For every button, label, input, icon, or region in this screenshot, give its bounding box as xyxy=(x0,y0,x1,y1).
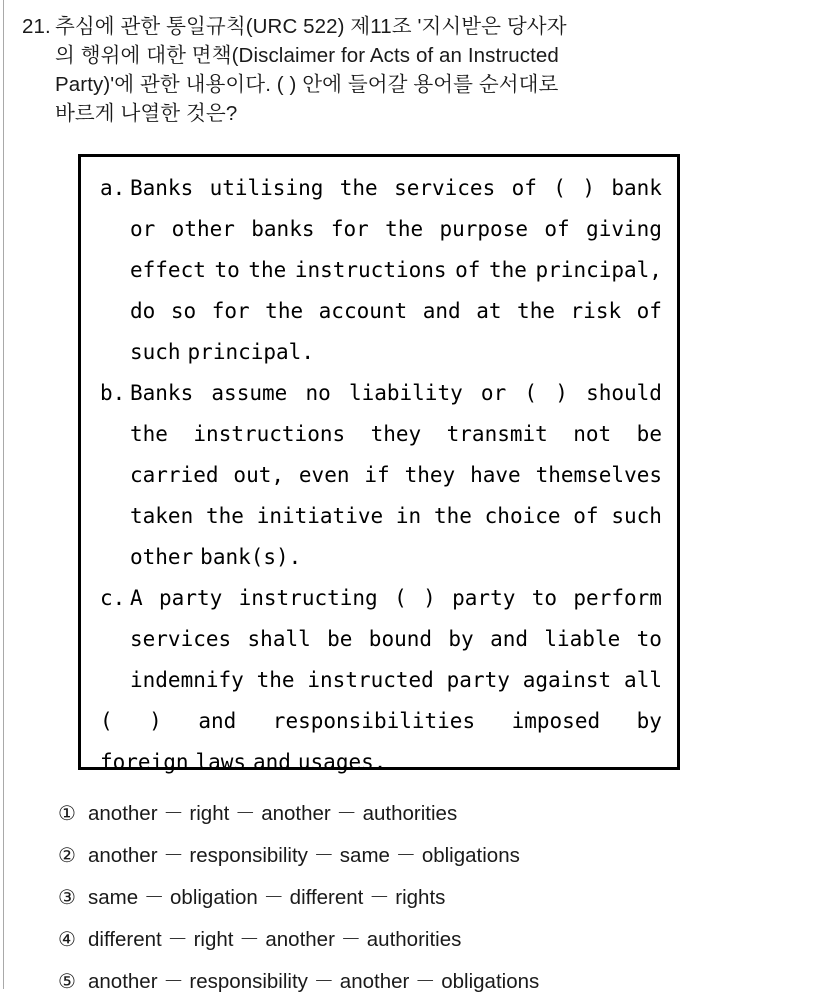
choice-marker-icon: ④ xyxy=(58,929,76,951)
choice-text: another － responsibility － same － obligations xyxy=(88,844,520,867)
word: responsibilities xyxy=(272,709,476,733)
word: of xyxy=(573,504,599,528)
word: the xyxy=(433,504,472,528)
passage-box xyxy=(78,154,680,774)
word: they xyxy=(404,463,456,487)
word: bound xyxy=(368,627,433,651)
word: initiative xyxy=(256,504,384,528)
word: at xyxy=(476,299,502,323)
word: the xyxy=(517,299,555,323)
word: to xyxy=(636,627,662,651)
passage-clause-b xyxy=(100,373,662,578)
clause-label: b. xyxy=(100,381,126,405)
word: and xyxy=(422,299,461,323)
blank-paren: ) xyxy=(423,586,436,610)
word: they xyxy=(370,422,422,446)
clause-line xyxy=(130,373,662,414)
clause-line xyxy=(130,455,662,496)
choice-text: different － right － another － authorities xyxy=(88,928,462,951)
word: party xyxy=(159,586,223,610)
question-stem xyxy=(22,12,782,128)
word: in xyxy=(395,504,422,528)
blank-paren: ) xyxy=(582,176,595,200)
word: services xyxy=(130,627,232,651)
answer-choice-4[interactable] xyxy=(58,919,798,961)
word: no xyxy=(305,381,331,405)
question-stem-line: Party)'에 관한 내용이다. ( ) 안에 들어갈 용어를 순서대로 xyxy=(55,73,559,96)
word: assume xyxy=(211,381,288,405)
word: such xyxy=(130,340,181,364)
word: of xyxy=(636,299,662,323)
answer-choice-5[interactable] xyxy=(58,961,798,1003)
clause-line xyxy=(130,496,662,537)
word: and xyxy=(253,750,291,774)
clause-line xyxy=(130,578,662,619)
word: transmit xyxy=(446,422,548,446)
word: the xyxy=(248,258,287,282)
choice-marker-icon: ⑤ xyxy=(58,971,76,993)
word: laws xyxy=(195,750,247,774)
word: not xyxy=(573,422,612,446)
word: instructions xyxy=(193,422,346,446)
clause-text xyxy=(130,373,662,578)
word: banks xyxy=(251,217,315,241)
clause-text xyxy=(130,168,662,373)
question-stem-line: 바르게 나열한 것은? xyxy=(55,102,238,125)
word: carried xyxy=(130,463,219,487)
word: do xyxy=(130,299,156,323)
clause-line xyxy=(130,168,662,209)
blank-paren: ( xyxy=(100,709,113,733)
word: the xyxy=(489,258,527,282)
word: party xyxy=(446,668,510,692)
word: be xyxy=(327,627,353,651)
word: liable xyxy=(544,627,621,651)
word: by xyxy=(448,627,474,651)
word: imposed xyxy=(511,709,601,733)
word: instructed xyxy=(307,668,434,692)
clause-line xyxy=(130,209,662,250)
question-stem-row xyxy=(22,12,782,128)
word: instructing xyxy=(238,586,378,610)
word: against xyxy=(522,668,612,692)
word: be xyxy=(636,422,662,446)
word: and xyxy=(198,709,237,733)
word: if xyxy=(364,463,390,487)
word: the xyxy=(205,504,244,528)
word: by xyxy=(636,709,662,733)
word: Banks xyxy=(130,381,194,405)
word: of xyxy=(455,258,481,282)
clause-line xyxy=(100,742,662,783)
choice-text: same － obligation － different － rights xyxy=(88,886,446,909)
word: usages. xyxy=(297,750,387,774)
word: the xyxy=(130,422,168,446)
blank-paren: ( xyxy=(524,381,538,405)
word: or xyxy=(480,381,507,405)
word: out, xyxy=(233,463,284,487)
word: the xyxy=(265,299,304,323)
word: such xyxy=(611,504,662,528)
word: for xyxy=(211,299,250,323)
word: and xyxy=(490,627,528,651)
clause-line xyxy=(130,660,662,701)
word: have xyxy=(470,463,521,487)
answer-choice-1[interactable] xyxy=(58,793,798,835)
choice-marker-icon: ② xyxy=(58,845,76,867)
word: effect xyxy=(130,258,206,282)
word: to xyxy=(531,586,558,610)
choice-marker-icon: ① xyxy=(58,803,76,825)
word: the xyxy=(339,176,378,200)
question-stem-line: 추심에 관한 통일규칙(URC 522) 제11조 '지시받은 당사자 xyxy=(55,15,567,38)
word: so xyxy=(170,299,197,323)
word: the xyxy=(256,668,295,692)
word: themselves xyxy=(535,463,662,487)
word: bank xyxy=(611,176,662,200)
passage-clause-a xyxy=(100,168,662,373)
word: instructions xyxy=(294,258,447,282)
word: of xyxy=(544,217,570,241)
answer-choice-3[interactable] xyxy=(58,877,798,919)
choice-marker-icon: ③ xyxy=(58,887,76,909)
blank-paren: ) xyxy=(555,381,568,405)
clause-label: a. xyxy=(100,176,126,200)
clause-label: c. xyxy=(100,586,126,610)
word: to xyxy=(214,258,240,282)
word: shall xyxy=(247,627,311,651)
word: other xyxy=(171,217,235,241)
word: choice xyxy=(484,504,561,528)
page-edge-rule xyxy=(3,0,4,989)
clause-line xyxy=(130,619,662,660)
word: of xyxy=(511,176,537,200)
word: for xyxy=(330,217,369,241)
answer-choice-list xyxy=(58,793,798,1003)
word: bank(s). xyxy=(200,545,302,569)
word: all xyxy=(624,668,662,692)
choice-text: another － responsibility － another － obligations xyxy=(88,970,540,993)
word: risk xyxy=(570,299,622,323)
word: party xyxy=(452,586,516,610)
clause-line xyxy=(130,291,662,332)
word: account xyxy=(318,299,408,323)
word: perform xyxy=(573,586,662,610)
passage-content xyxy=(100,168,662,783)
question-stem-line: 의 행위에 대한 면책(Disclaimer for Acts of an Instructed xyxy=(55,44,559,67)
clause-line xyxy=(130,414,662,455)
word: indemnify xyxy=(130,668,244,692)
blank-paren: ( xyxy=(553,176,566,200)
word: Banks xyxy=(130,176,194,200)
word: taken xyxy=(130,504,194,528)
question-number: 21. xyxy=(22,15,51,38)
word: giving xyxy=(586,217,662,241)
word: liability xyxy=(348,381,463,405)
word: utilising xyxy=(209,176,324,200)
answer-choice-2[interactable] xyxy=(58,835,798,877)
passage-clause-c xyxy=(100,578,662,783)
word: should xyxy=(586,381,662,405)
choice-text: another － right － another － authorities xyxy=(88,802,458,825)
word: purpose xyxy=(439,217,528,241)
clause-line xyxy=(100,701,662,742)
question-stem-text xyxy=(55,12,782,128)
word: principal. xyxy=(187,340,314,364)
word: A xyxy=(130,586,143,610)
clause-line xyxy=(130,332,662,373)
blank-paren: ) xyxy=(149,709,162,733)
blank-paren: ( xyxy=(394,586,407,610)
clause-text xyxy=(100,578,662,783)
word: even xyxy=(298,463,350,487)
word: foreign xyxy=(100,750,189,774)
word: the xyxy=(385,217,424,241)
word: principal, xyxy=(535,258,662,282)
clause-line xyxy=(130,537,662,578)
word: services xyxy=(394,176,496,200)
word: or xyxy=(130,217,156,241)
clause-line xyxy=(130,250,662,291)
word: other xyxy=(130,545,194,569)
